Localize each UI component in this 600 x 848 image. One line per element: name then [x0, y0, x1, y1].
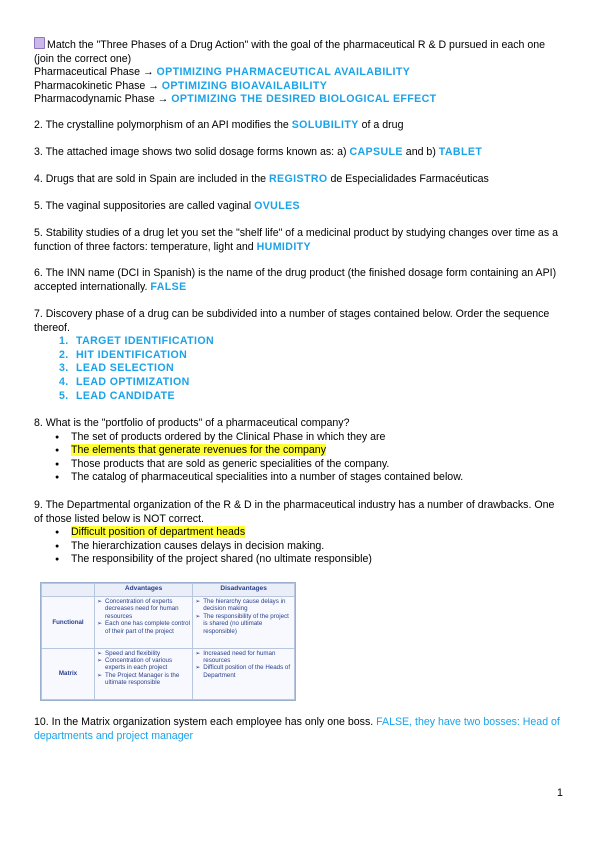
question-6	[34, 267, 564, 294]
table-header-disadvantages: Disadvantages	[193, 584, 295, 597]
question-2	[34, 119, 564, 133]
q10-text: 10. In the Matrix organization system each employee has only one boss.	[34, 716, 377, 728]
table-functional-advantages	[95, 597, 193, 649]
q4-tail: de Especialidades Farmacéuticas	[327, 173, 489, 185]
q7-item-5: 5. LEAD CANDIDATE	[72, 390, 564, 404]
q8-option-3-text: Those products that are sold as generic specialities of the company.	[71, 457, 390, 470]
q9-option-3	[71, 553, 564, 567]
q2-text: 2. The crystalline polymorphism of an API modifies the	[34, 119, 292, 131]
q7-item-1: 1. TARGET IDENTIFICATION	[72, 335, 564, 349]
q3-text: 3. The attached image shows two solid dosage forms known as: a)	[34, 146, 350, 158]
question-10	[34, 716, 564, 743]
q9-options	[34, 526, 564, 567]
table-header-blank	[42, 584, 95, 597]
q9-option-2	[71, 540, 564, 554]
q2-tail: of a drug	[358, 119, 404, 131]
table-cell-item: ➢ Concentration of experts decreases need for human resources	[105, 598, 190, 620]
table-row-functional-label: Functional	[42, 597, 95, 649]
question-9	[34, 499, 564, 567]
q8-option-2-text-highlighted: The elements that generate revenues for the company	[71, 444, 326, 457]
table-header-advantages: Advantages	[95, 584, 193, 597]
organization-comparison-table	[40, 582, 296, 701]
q7-item-3: 3. LEAD SELECTION	[72, 362, 564, 376]
q1-row-2-left: Pharmacokinetic Phase →	[34, 79, 162, 92]
q7-item-4: 4. LEAD OPTIMIZATION	[72, 376, 564, 390]
q8-option-2	[71, 444, 564, 458]
q6-text: 6. The INN name (DCI in Spanish) is the name of the drug product (the finished dosage form containing an API) accepted internationally.	[34, 267, 557, 293]
question-5a	[34, 200, 564, 214]
q1-row-1-answer: OPTIMIZING PHARMACEUTICAL AVAILABILITY	[156, 66, 411, 79]
q10-answer: FALSE, they have two bosses: Head of departments and project manager	[34, 716, 560, 742]
table-cell-item: ➢ Concentration of various experts in each project	[105, 657, 190, 672]
q1-row-3-answer: OPTIMIZING THE DESIRED BIOLOGICAL EFFECT	[171, 93, 437, 106]
q8-options	[34, 431, 564, 485]
q7-ordered-list	[34, 335, 564, 403]
q9-option-2-text: The hierarchization causes delays in decision making.	[71, 539, 325, 552]
q8-option-4-text: The catalog of pharmaceutical specialities into a number of stages contained below.	[71, 471, 464, 484]
table-matrix-advantages	[95, 648, 193, 700]
table-cell-item: ➢ Increased need for human resources	[203, 650, 292, 665]
q6-answer: FALSE	[150, 280, 187, 293]
q8-option-1-text: The set of products ordered by the Clinical Phase in which they are	[71, 430, 386, 443]
q3-mid: and b)	[402, 146, 439, 158]
q9-option-1	[71, 526, 564, 540]
page-number: 1	[557, 787, 563, 799]
question-5b	[34, 227, 564, 254]
q1-row-1-left: Pharmaceutical Phase →	[34, 66, 157, 79]
q2-answer: SOLUBILITY	[291, 119, 359, 131]
question-8	[34, 417, 564, 485]
q7-text: 7. Discovery phase of a drug can be subdivided into a number of stages contained below. Order the sequence thereof.	[34, 308, 550, 334]
q1-row-3-left: Pharmacodynamic Phase →	[34, 93, 172, 106]
q5a-text: 5. The vaginal suppositories are called vaginal	[34, 200, 255, 212]
question-4	[34, 173, 564, 187]
q4-text: 4. Drugs that are sold in Spain are included in the	[34, 173, 269, 185]
q8-option-3	[71, 458, 564, 472]
q3-answer-a: CAPSULE	[349, 146, 403, 158]
table-row-matrix-label: Matrix	[42, 648, 95, 700]
table-cell-item: ➢ Each one has complete control of their part of the project	[105, 620, 190, 635]
table-functional-disadvantages	[193, 597, 295, 649]
question-1	[34, 37, 564, 107]
q9-option-3-text: The responsibility of the project shared (no ultimate responsible)	[71, 553, 372, 566]
q5b-answer: HUMIDITY	[256, 240, 311, 253]
q3-answer-b: TABLET	[438, 146, 483, 158]
q5b-text: 5. Stability studies of a drug let you set the "shelf life" of a medicinal product by studying changes over time as a function of three factors: temperature, light and	[34, 227, 558, 253]
question-7	[34, 308, 564, 403]
q8-option-1	[71, 431, 564, 445]
q9-text: 9. The Departmental organization of the R & D in the pharmaceutical industry has a number of drawbacks. One of those listed below is NOT correct.	[34, 499, 555, 525]
table-cell-item: ➢ Difficult position of the Heads of Department	[203, 664, 292, 679]
q1-row-2-answer: OPTIMIZING BIOAVAILABILITY	[161, 79, 328, 92]
table-cell-item: ➢ Speed and flexibility	[105, 650, 190, 657]
q4-answer: REGISTRO	[268, 173, 328, 185]
q5a-answer: OVULES	[254, 200, 301, 212]
q9-option-1-text-highlighted: Difficult position of department heads	[71, 526, 246, 539]
q8-option-4	[71, 471, 564, 485]
table-cell-item: ➢ The responsibility of the project is shared (no ultimate responsible)	[203, 613, 292, 635]
table-cell-item: ➢ The hierarchy cause delays in decision making	[203, 598, 292, 613]
question-3	[34, 146, 564, 160]
q7-item-2: 2. HIT IDENTIFICATION	[72, 349, 564, 363]
list-number-icon	[34, 37, 45, 49]
table-matrix-disadvantages	[193, 648, 295, 700]
q8-text: 8. What is the "portfolio of products" of a pharmaceutical company?	[34, 417, 350, 429]
table-cell-item: ➢ The Project Manager is the ultimate responsible	[105, 672, 190, 687]
q1-prompt: Match the "Three Phases of a Drug Action" with the goal of the pharmaceutical R & D pursued in each one (join the correct one)	[34, 39, 546, 65]
